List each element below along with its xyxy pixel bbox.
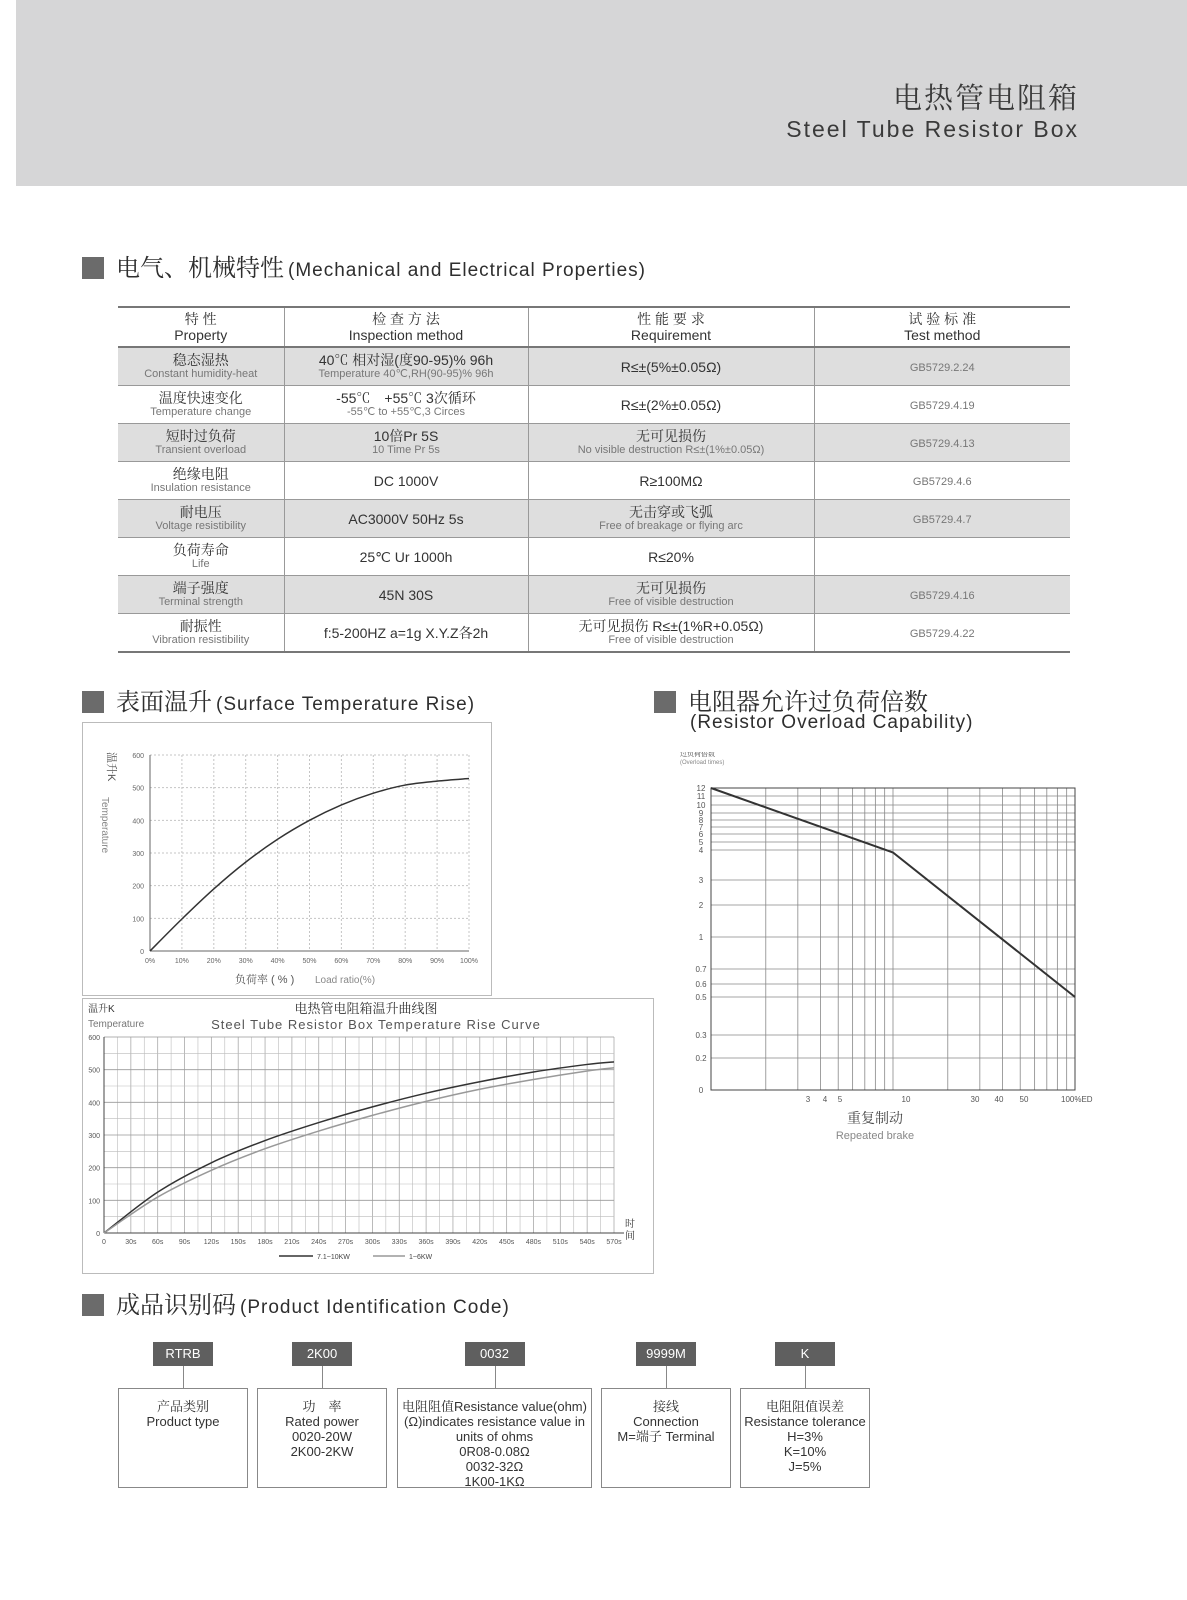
y-axis-label-cn: 过负荷倍数: [680, 752, 715, 758]
y-tick-label: 6: [698, 830, 704, 839]
cell-main-text: 温度快速变化: [158, 389, 243, 406]
code-description-line: Resistance tolerance: [744, 1414, 866, 1429]
table-cell: [118, 614, 284, 653]
x-tick-label: 540s: [579, 1239, 595, 1246]
test-method-text: GB5729.4.13: [909, 437, 975, 450]
code-description-box: [397, 1388, 592, 1488]
table-row: [118, 576, 1070, 614]
table-cell: [284, 462, 528, 500]
chart-title-cn: 电热管电阻箱温升曲线图: [294, 1001, 438, 1016]
x-tick-label: 70%: [366, 958, 381, 965]
x-tick-label: 390s: [445, 1239, 461, 1246]
cell-sub-text: Free of visible destruction: [608, 595, 734, 608]
x-tick-label: 450s: [499, 1239, 515, 1246]
x-tick-label: 10: [901, 1095, 911, 1104]
test-method-text: GB5729.4.22: [909, 627, 975, 640]
section-marker: [82, 257, 104, 279]
x-tick-label: 180s: [257, 1239, 273, 1246]
section-heading-surface: [82, 682, 475, 717]
y-tick-label: 5: [698, 838, 704, 847]
table-header-cell: [528, 307, 814, 347]
table-cell: [528, 347, 814, 386]
y-tick-label: 3: [698, 876, 704, 885]
x-tick-label: 30%: [238, 958, 253, 965]
section-heading-properties: [82, 248, 646, 283]
table-cell: [118, 424, 284, 462]
y-tick-label: 0.2: [695, 1054, 707, 1063]
header-cn: 检 查 方 法: [372, 311, 440, 327]
y-tick-label: 100: [132, 916, 144, 924]
table-cell: [814, 500, 1070, 538]
x-tick-label: 120s: [203, 1239, 219, 1246]
table-cell: [118, 386, 284, 424]
y-tick-label: 400: [132, 818, 144, 826]
code-description-line: 1K00-1KΩ: [464, 1474, 525, 1489]
y-tick-label: 4: [698, 846, 704, 855]
code-description-line: J=5%: [788, 1459, 822, 1474]
code-connector: [666, 1366, 667, 1388]
y-tick-label: 0.7: [695, 965, 707, 974]
cell-main-text: R≤20%: [648, 548, 694, 565]
code-connector: [322, 1366, 323, 1388]
table-cell: [814, 386, 1070, 424]
header-cn: 特 性: [184, 311, 217, 327]
cell-sub-text: Constant humidity-heat: [144, 367, 258, 380]
y-tick-label: 600: [88, 1035, 100, 1042]
section-subheading-overload: [690, 712, 973, 734]
chart-title-en: Steel Tube Resistor Box Temperature Rise Curve: [211, 1017, 541, 1032]
code-segment-tag: 9999M: [636, 1342, 696, 1366]
x-tick-label: 50%: [302, 958, 317, 965]
y-tick-label: 400: [88, 1100, 100, 1108]
x-tick-label: 0: [102, 1239, 106, 1246]
y-tick-label: 1: [698, 933, 704, 942]
code-segment-tag: 2K00: [292, 1342, 352, 1366]
code-description-line: 电阻阻值Resistance value(ohm): [402, 1399, 587, 1414]
cell-sub-text: Life: [191, 557, 210, 570]
table-cell: [814, 614, 1070, 653]
y-tick-label: 300: [132, 851, 144, 858]
y-tick-label: 8: [698, 816, 704, 825]
cell-sub-text: No visible destruction R≤±(1%±0.05Ω): [577, 443, 765, 456]
cell-sub-text: Temperature 40℃,RH(90-95)% 96h: [318, 367, 494, 380]
y-tick-label: 12: [696, 784, 706, 793]
table-row: [118, 500, 1070, 538]
cell-main-text: 45N 30S: [378, 586, 434, 603]
cell-main-text: 无可见损伤: [636, 427, 706, 444]
test-method-text: GB5729.4.7: [912, 513, 972, 526]
cell-main-text: AC3000V 50Hz 5s: [348, 510, 464, 527]
y-tick-label: 0.5: [695, 993, 707, 1002]
header-en: Test method: [904, 327, 981, 343]
test-method-text: GB5729.4.16: [909, 589, 975, 602]
x-axis-label-en: Load ratio(%): [315, 975, 376, 986]
section-title-en: (Surface Temperature Rise): [216, 694, 476, 715]
x-tick-label: 5: [837, 1095, 843, 1104]
cell-main-text: 40℃ 相对湿(度90-95)% 96h: [318, 351, 494, 368]
code-segment-tag: K: [775, 1342, 835, 1366]
y-axis-label-en: Temperature: [88, 1019, 145, 1030]
code-description-box: [601, 1388, 731, 1488]
x-tick-label: 420s: [472, 1239, 488, 1246]
table-cell: [118, 347, 284, 386]
y-tick-label: 9: [698, 809, 704, 818]
cell-sub-text: Free of breakage or flying arc: [599, 519, 743, 532]
code-description-line: M=端子 Terminal: [617, 1429, 715, 1444]
y-axis-label-cn: 温升K: [105, 752, 117, 782]
cell-main-text: 无可见损伤 R≤±(1%R+0.05Ω): [578, 617, 764, 634]
code-description-line: units of ohms: [455, 1429, 534, 1444]
table-cell: [284, 500, 528, 538]
y-tick-label: 11: [696, 792, 706, 801]
code-description-line: H=3%: [787, 1429, 823, 1444]
cell-main-text: R≤±(2%±0.05Ω): [620, 396, 722, 413]
cell-sub-text: Temperature change: [150, 405, 252, 418]
code-segment-tag: 0032: [465, 1342, 525, 1366]
table-row: [118, 424, 1070, 462]
y-tick-label: 100: [88, 1198, 100, 1206]
table-cell: [118, 576, 284, 614]
load-ratio-chart-frame: [82, 722, 492, 996]
cell-sub-text: Insulation resistance: [150, 481, 251, 494]
table-cell: [814, 462, 1070, 500]
x-tick-label: 3: [805, 1095, 811, 1104]
table-row: [118, 347, 1070, 386]
y-axis-label-cn: 温升K: [88, 1004, 115, 1015]
header-cn: 性 能 要 求: [637, 311, 705, 327]
time-rise-chart: [83, 999, 653, 1273]
header-cn: 试 验 标 准: [908, 311, 977, 327]
cell-main-text: 稳态湿热: [172, 351, 229, 368]
section-title-cn: 电气、机械特性: [116, 254, 284, 282]
cell-main-text: -55℃ +55℃ 3次循环: [336, 389, 476, 406]
x-tick-label: 60s: [152, 1239, 164, 1246]
x-axis-label-cn: 负荷率 ( % ): [235, 974, 295, 986]
test-method-text: GB5729.4.19: [909, 399, 975, 412]
table-cell: [284, 538, 528, 576]
table-cell: [284, 347, 528, 386]
x-tick-label: 20%: [206, 958, 221, 965]
page-title-en: Steel Tube Resistor Box: [786, 116, 1079, 142]
code-connector: [183, 1366, 184, 1388]
code-description-line: 0032-32Ω: [465, 1459, 524, 1474]
code-description-line: 0R08-0.08Ω: [459, 1444, 530, 1459]
x-tick-label: 60%: [334, 958, 349, 965]
cell-sub-text: Transient overload: [155, 443, 247, 456]
section-title-en: (Resistor Overload Capability): [690, 712, 974, 733]
x-tick-label: 40: [994, 1095, 1004, 1104]
code-description-box: [740, 1388, 870, 1488]
y-tick-label: 0.6: [695, 980, 707, 989]
y-tick-label: 10: [696, 801, 706, 810]
x-tick-label: 4: [822, 1095, 828, 1104]
x-tick-label: 210s: [284, 1239, 300, 1246]
section-title-cn: 表面温升: [116, 688, 212, 716]
x-tick-label: 90s: [178, 1239, 191, 1246]
code-description-line: Rated power: [285, 1414, 359, 1429]
code-description-line: Connection: [633, 1414, 699, 1429]
cell-sub-text: Vibration resistibility: [152, 633, 250, 646]
x-tick-label: 150s: [230, 1239, 246, 1246]
x-tick-label: 360s: [418, 1239, 434, 1246]
section-marker: [654, 691, 676, 713]
cell-main-text: DC 1000V: [373, 472, 439, 489]
cell-main-text: f:5-200HZ a=1g X.Y.Z各2h: [323, 624, 489, 641]
cell-sub-text: Free of visible destruction: [608, 633, 734, 646]
properties-table: [118, 306, 1070, 653]
x-tick-label: 100%ED: [1061, 1095, 1093, 1104]
cell-main-text: 无击穿或飞弧: [629, 503, 713, 520]
y-tick-label: 600: [132, 753, 144, 760]
section-title-cn: 电阻器允许过负荷倍数: [688, 688, 928, 716]
header-en: Inspection method: [348, 327, 464, 343]
x-tick-label: 80%: [398, 958, 413, 965]
x-tick-label: 10%: [174, 958, 189, 965]
table-cell: [814, 424, 1070, 462]
header-en: Property: [174, 327, 228, 343]
code-description-line: 电阻阻值误差: [765, 1399, 844, 1414]
table-cell: [528, 500, 814, 538]
table-header-cell: [284, 307, 528, 347]
table-cell: [284, 576, 528, 614]
code-segment-tag: RTRB: [153, 1342, 213, 1366]
section-marker: [82, 1294, 104, 1316]
code-description-box: [118, 1388, 248, 1488]
table-cell: [118, 538, 284, 576]
cell-main-text: R≤±(5%±0.05Ω): [620, 358, 722, 375]
code-description-line: (Ω)indicates resistance value in: [404, 1414, 585, 1429]
y-tick-label: 500: [88, 1067, 100, 1075]
y-tick-label: 500: [132, 785, 144, 793]
x-axis-label-cn: 重复制动: [847, 1110, 903, 1126]
table-row: [118, 538, 1070, 576]
cell-sub-text: Terminal strength: [158, 595, 243, 608]
x-tick-label: 480s: [525, 1239, 542, 1246]
load-ratio-chart: [83, 723, 491, 995]
x-tick-label: 40%: [270, 958, 285, 965]
overload-chart: [680, 752, 1120, 1152]
table-row: [118, 462, 1070, 500]
cell-sub-text: 10 Time Pr 5s: [372, 443, 440, 456]
code-description-line: 功 率: [302, 1399, 342, 1414]
table-cell: [284, 424, 528, 462]
cell-sub-text: -55℃ to +55℃,3 Circes: [347, 405, 465, 418]
section-marker: [82, 691, 104, 713]
table-cell: [814, 538, 1070, 576]
code-description-line: 接线: [652, 1399, 679, 1414]
time-rise-chart-frame: [82, 998, 654, 1274]
cell-main-text: 25℃ Ur 1000h: [359, 548, 453, 565]
x-axis-label-cn-part: 时: [625, 1219, 635, 1230]
y-tick-label: 0: [140, 949, 144, 956]
code-description-line: 产品类别: [156, 1399, 209, 1414]
cell-sub-text: Voltage resistibility: [155, 519, 246, 532]
y-tick-label: 200: [88, 1165, 100, 1173]
cell-main-text: 耐电压: [179, 503, 222, 520]
table-cell: [284, 614, 528, 653]
code-description-line: 2K00-2KW: [290, 1444, 354, 1459]
x-tick-label: 30s: [125, 1239, 137, 1246]
x-tick-label: 100%: [460, 958, 478, 965]
table-row: [118, 386, 1070, 424]
table-cell: [528, 576, 814, 614]
cell-main-text: R≥100MΩ: [639, 472, 703, 489]
y-tick-label: 300: [88, 1133, 100, 1140]
table-header-cell: [814, 307, 1070, 347]
table-cell: [118, 462, 284, 500]
table-cell: [814, 347, 1070, 386]
y-tick-label: 200: [132, 883, 144, 891]
header-en: Requirement: [630, 327, 712, 343]
y-axis-label-en: (Overload times): [680, 760, 725, 766]
section-title-cn: 成品识别码: [116, 1291, 236, 1319]
y-axis-label-en: Temperature: [99, 797, 110, 854]
x-tick-label: 0%: [144, 958, 156, 965]
cell-main-text: 耐振性: [179, 617, 222, 634]
code-description-box: [257, 1388, 387, 1488]
y-tick-label: 0: [698, 1086, 704, 1095]
cell-main-text: 无可见损伤: [636, 579, 706, 596]
x-tick-label: 50: [1019, 1095, 1029, 1104]
code-connector: [495, 1366, 496, 1388]
y-tick-label: 2: [698, 901, 704, 910]
test-method-text: GB5729.2.24: [909, 361, 975, 374]
legend-label: 7.1~10KW: [317, 1254, 350, 1261]
cell-main-text: 负荷寿命: [172, 541, 229, 558]
section-title-en: (Mechanical and Electrical Properties): [288, 260, 646, 281]
x-tick-label: 300s: [364, 1239, 381, 1246]
x-axis-label-cn-part: 间: [625, 1231, 635, 1242]
legend-label: 1~6KW: [409, 1254, 433, 1261]
x-tick-label: 240s: [311, 1239, 327, 1246]
table-cell: [814, 576, 1070, 614]
code-description-line: 0020-20W: [292, 1429, 352, 1444]
page-title-cn: 电热管电阻箱: [892, 81, 1079, 115]
table-cell: [528, 386, 814, 424]
x-tick-label: 330s: [391, 1239, 407, 1246]
x-tick-label: 30: [970, 1095, 980, 1104]
test-method-text: GB5729.4.6: [912, 475, 972, 488]
y-tick-label: 7: [698, 823, 704, 832]
code-connector: [805, 1366, 806, 1388]
table-cell: [528, 538, 814, 576]
section-heading-code: [82, 1285, 510, 1320]
x-axis-label-en: Repeated brake: [835, 1130, 915, 1142]
table-cell: [284, 386, 528, 424]
table-cell: [528, 424, 814, 462]
cell-main-text: 绝缘电阻: [172, 465, 229, 482]
cell-main-text: 短时过负荷: [165, 427, 236, 444]
table-header-cell: [118, 307, 284, 347]
code-description-line: K=10%: [783, 1444, 827, 1459]
table-cell: [118, 500, 284, 538]
y-tick-label: 0.3: [695, 1031, 707, 1040]
code-description-line: Product type: [146, 1414, 220, 1429]
x-tick-label: 270s: [337, 1239, 354, 1246]
table-cell: [528, 462, 814, 500]
x-tick-label: 570s: [606, 1239, 622, 1246]
table-cell: [528, 614, 814, 653]
x-tick-label: 510s: [552, 1239, 568, 1246]
cell-main-text: 端子强度: [172, 579, 229, 596]
section-title-en: (Product Identification Code): [240, 1297, 510, 1318]
table-row: [118, 614, 1070, 653]
cell-main-text: 10倍Pr 5S: [373, 427, 439, 444]
y-tick-label: 0: [96, 1231, 100, 1238]
x-tick-label: 90%: [430, 958, 445, 965]
